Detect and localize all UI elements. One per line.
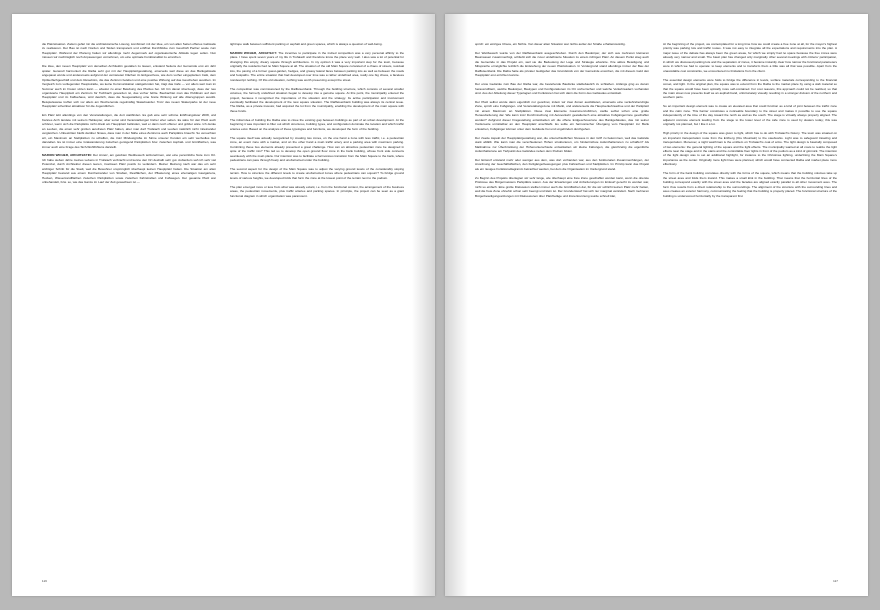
- paragraph: Zu Beginn des Projekts überlegten wir sehr lange, wie überhaupt eine freie Zone geschaffen werden kann, wenn die oberste Prämisse des Bürgermeisters Parkplätze waren. Aus der Erwartungen und Anforderungen im Entwurf gerecht zu werden war, nicht so einfach. Eine große Diskussion stellten immer auch die Grünflächen dar, für die wir schlicht keinen Platz mehr hatten, weil die freie Zone ohnehin schon sehr beengt und klein ist. Der Grundentwurf hat sich nur marginal verändert. Nach mehreren Bürgerbeteiligungssitzungen mit Diskussionen über Platzbeläge und Zonentrennung wurde schnell klar,: [475, 175, 649, 198]
- paragraph: The competition was commissioned by the Raiffeisenbank. Through the building structure, which consists of several smaller volumes, the formerly undefined situation began to develop into a genuine square. At this point, the municipality entered the project, because it recognized the importance of the situation and the strategy. Its active participation and involvement eventually facilitated the development of the new square situation. The Raiffeisenbank building was always its central issue. The Raiba, as a private investor, had acquired the lot from the municipality, enabling the development of the main square with these funds.: [230, 86, 404, 113]
- speaker-name: MARION WICHER, ARCHITEKTIN:: [42, 153, 92, 158]
- paragraph: Die Idee, den neuen Hauptplatz von derselben Architektin gestalten zu lassen, entstand Seitens der Gemeinde erst ein Jahr später. Generell harmoniert die Raiba sehr gut mit der Hauptplatzgestaltung, einerseits weil diese an das Bankgebäude angepasst wurde und andererseits aufgrund der vernieteten Flächen im Erdgeschoss, wie dem vorher eingeplanten Café, dem Optikerfachgeschäft und dem Reisebüro, die das Zentrum beleben und eine positive Wirkung auf das Geschehen ausüben. Im Vergleich zum vorliegenden Hauptstraße, wo keine Kommunikation stattgefunden hat, trägt das Café — vor allem weil man im Sommer auch im Freien sitzen kann — absolut zu einer Belebung des Platzes bei. Ich bin davon überzeugt, dass der neu organisierte Hauptplatz ein Zentrum für Tschbach geworden ist, das vorher fehlte. Beobachtet man das Publikum auf dem Hauptplatz und im Kaffeehaus, wird deutlich, dass die Neugestaltung eine breite Wirkung auf alle Altersgruppen ausübt. Beispielsweise treffen sich vor allem am Wochenende regelmäßig Skateboarder. Trotz des neuen Skaterparks ist der neue Hauptplatz scheinbar attraktiver für die Jugendlichen.: [42, 64, 216, 109]
- paragraph: sprich: ein einziges Chaos, ein Nichts. Von dieser alten Situation war nichts außer der Straße erhaltenswürdig.: [475, 42, 626, 46]
- page-right: [445, 14, 868, 596]
- paragraph: Ein Platz lebt allerdings von den Veranstaltungen, die dort stattfinden. Es gab eine sehr schöne Eröffnungsfeier 2008, und Kannes Arch landete mit seinem Helikopter, aber sonst sind Veranstaltungen bisher eher selten. Es wäre für den Platz auch schöner, wenn sich die Parkplätze nicht direkt am Hauptplatz befänden, weil er dann noch offener und größer wäre. Ich denke an Leoben, die einen sehr großen autofreien Platz haben, aber man darf Trofaiach und Leoben natürlich nicht miteinander vergleichen. Unbestritten bleibt darüber hinaus, dass man in der Nähe eines Zentrums auch Parkplätze braucht. So versuchten wir, ein Maximum an Stellplätzen zu schaffen, die trotz Mindestgröße im Sinne unserer Kunden ein sehr wertvolles Gut darstellen. Es ist immer eine Gratwanderung zwischen genügend Parkplätzen bzw. zwischen Asphalt- und Grünflächen, was immer auch eine Frage des Sich-Wohlfühlens darstellt.: [42, 113, 216, 149]
- paragraph: The form of the bank building correlates directly with the forms of the square, which means that the building volumes take up the street axes and folds them inward. This makes a small kink in the building. That means that the horizontal lines of the building correspond exactly with the street axes and the facades are aligned exactly parallel to all other movement axes. The form thus results from a direct relationship to the surroundings. The alignment of the structure with the surrounding lines and axes creates an exterior harmony, communicating the feeling that the building is properly placed. The functional structure of the building is underscored horizontally by the transparent first: [663, 171, 837, 198]
- page-left-columns: [42, 42, 404, 560]
- page-number-left: 116: [42, 579, 47, 583]
- paragraph: Der Entwurf entstand mehr oder weniger aus dem, was dort vorhanden war, aus den funktionalen Zusammenhängen, der Anordnung der Geschäftsflächen, den Fußgängerbewegungen plus Fahrachsen und Stellplätzen. Im Prinzip kann das Projekt als ein riesiges Funktionsdiagramm betrachtet werden, bei dem die Organisation im Vordergrund stand.: [475, 158, 649, 171]
- interview-paragraph-wicher-de: [42, 153, 216, 184]
- paragraph: Der Platz selbst wurde dann eigentlich nur geordnet, indem wir zwei Zonen ausbildeten, einerseits eine verkehrsberuhigte Zone, sprich eine Fußgänger- und Veranstaltungszone mit Markt, und andererseits die Hauptverkehrsachse und der Parkplatz mit einem Maximum an Stellplätzen. Diese zwei Elemente zusammenzuführen, stellte selbst schon eine große Herausforderung dar. Wie kann trotz Durchmischung mit Autoverkehr gestalterisch eine attraktive Fußgängerzone geschaffen werden? Aufgrund dieser Fragestellung entwickelten wir die offene Erdgeschosszone des Bankgebäudes, das mit seiner Vorderseite unmittelbar an den Hauptplatz anschließt. Es sollte ein harmonischer Übergang vom Hauptplatz zur Bank entstehen, Fußgänger können unter dem Gebäude frei und ungehindert durchgehen.: [475, 100, 649, 131]
- paragraph: At the beginning of the project, we contemplated for a long time how we could create a free zone at all, for the mayor's highest priority was parking lots and traffic routes. It was not easy to integrate all the expectations and requirements into the plan. A major issue of the debate has always been the green areas, for which we simply had no space because the free zones were already very narrow and small. The basic plan has changed only marginally. After several meetings with citizens' participation, in which we discussed parking lots and the separation of zones, it became instantly clear how narrow the functional parameters were in which we had to operate: to keep elements and to transform them a little was all that was possible. Apart from the unavoidable cost constraints, we encountered no limitations from the client.: [663, 42, 837, 73]
- paragraph: tightrope walk between sufficient parking or asphalt and green spaces, which is always a question of well-being.: [230, 42, 383, 46]
- speaker-name: MARION WICHER, ARCHITECT:: [230, 50, 277, 55]
- column-right-1: [475, 42, 649, 560]
- paragraph: Der erste Gedanke zum Bau der Raiba war, die bestehende Baulücke städtebaulich zu schließen. Anfangs ging es darum herauszufiltern, welche Baukörper, Bautypen und Konfigurationen im Ort vorherrschen und welche Verkehrsadern vorhanden sind. Aus der Ableitung dieser Typologien und Funktionen hat sich dann die Form des Gebäudes entwickelt.: [475, 82, 649, 96]
- interview-paragraph-wicher-en: [230, 51, 404, 82]
- paragraph: The second aspect for the design of the Main Square was to adjust the varying ground levels of the considerably sloping terrain. How to structure the different levels to create unobstructed zones where pedestrians can sojourn? To bridge ground levels of various heights, we developed folds that form the zone at the lowest point of the terrain next to the podium.: [230, 166, 404, 180]
- paragraph: Der zweite Aspekt der Hauptplatzgestaltung war, die unterschiedlichen Niveaus in den Griff zu bekommen, weil das Gelände stark abfällt. Wie kann man die verschiedenen Höhen strukturieren, um hindernisfreie Aufenthaltszonen zu schaffen? Als Maßnahme zur Überbrückung der Höhenunterschiede entwickelten wir kleine Faltungen, die gleichzeitig die eigentliche Aufenthaltszone am Tiefpunkt des Geländes neben dem Podium bilden.: [475, 135, 649, 154]
- page-number-right: 117: [833, 579, 838, 583]
- paragraph: The square itself was actually reorganized by creating two zones, on the one hand a zone with less traffic, i.e. a pedestrian zone, an event zone with a market, and on the other hand a main traffic artery and a parking area with maximum parking. Combining these two elements already presented a great challenge. How can an attractive pedestrian zone be designed in spite of the traffic mix? This led us to develop the open ground floor zone in the bank building, whose front side connects seamlessly with the main plaza. Our intention was to facilitate a harmonious transition from the Main Square to the bank, where pedestrians can pass through freely and unobstructed under the building.: [230, 135, 404, 162]
- page-right-columns: [475, 42, 837, 560]
- paragraph: The plan emerged more or less from what was already extant, i.e. from the functional context, the arrangement of the business areas, the pedestrian movements, plus traffic arteries and parking spaces. In principle, the project can be seen as a giant functional diagram in which organization was paramount.: [230, 184, 404, 198]
- paragraph: The initial idea of building the Raiba was to close the existing gap between buildings as part of an urban development. At the beginning it was important to filter out which structures, building types, and configuration dominate the location and which traffic arteries exist. Based on the analysis of these typologies and functions, we developed the form of the building.: [230, 117, 404, 131]
- column-left-2: [230, 42, 404, 560]
- paragraph: die Platzsituation. Zudem gefiel mir die architektonische Lösung, kombiniert mit der Idee, ein von allen Seiten offenes Gebäude zu realisieren. Der Bau ist nach Norden und Süden transparent und eröffnet Durchblicke zum Geschäft Pacher sowie zum Hauptplatz. Während der Planung hatten wir allerdings mehr Augenmerk auf organisatorische Abläufe legen sollen. Nun müssen wir nachträglich noch Anpassungen vornehmen, um eine optimale Funktionalität zu erreichen.: [42, 42, 216, 60]
- paragraph: The essential design elements were folds to bridge the difference in levels, surface materials corresponding to the financial corset, and light. In the original plan, the square was to extend from the Raiba to the market place by using a slab material so that the square would have been optically more self-contained. For cost reasons, this approach could not be realized, so that the main street now presents itself as an asphalt band, unfortunately visually resulting in a stronger division of the northern and southern parts.: [663, 77, 837, 100]
- speaker-text: Der Anreiz, am gelobten Wettbewerb teilzunehmen, war eine persönliche Note zum Ort. Ich habe sieben Jahre meines Lebens in Trofaiach verbracht und kenne den Ort deshalb sehr gut. Außerdem sah ich sehr viel Potenzial, durch Architektur diesen leeren, trostlosen Platz positiv zu verändern. Meiner Meinung nach war das ein sehr wichtiger Schritt für die Stadt, weil die Bewohner ursprünglich überhaupt keinen Hauptplatz hatten. Die Situation am alten Hauptplatz bestand aus einem Durcheinander von Straßen, Restflächen, der Pflasterung eines ehemaligen Gastgartens, Hecken, Wiesenrandflächen zwischen Parkplätzen sowie zwischen Fahrstraßen und Fußwegen. Der gesamte Platz war unbehandelt, bzw. so, wie das Ganze im Lauf der Zeit gewachsen ist —: [42, 153, 216, 185]
- paragraph: So an important design element was to create an elevated area that could function as a kind of joint between the traffic zone and the calm zone. This barrier constitutes a noticeable boundary to the street and makes it possible to use the square independently of the time of the day toward the north as well as the south. The stage is virtually always properly aligned. The adjacent concrete element leading from the stage to the lower level of the cafe zone is used by skaters today; this was originally not planned, but I like it a lot.: [663, 104, 837, 127]
- page-left: [12, 14, 435, 596]
- paragraph: Der Wettbewerb wurde von der Raiffeisenbank ausgeschrieben. Durch den Baukörper, der sich aus mehreren kleineren Baumassen zusammenfügt, schließt sich die zuvor undefinierte Situation zu einem richtigen Platz. An diesem Punkt stieg auch die Gemeinde in das Projekt ein, weil sie die Bedeutung der Lage und Strategie erkannte. Ihre aktive Beteiligung und Mitsprache ermöglichte letztlich die Entstehung der neuen Platzsituation. In Vordergrund stand allerdings immer der Bau der Raiffeisenbank. Die Raiba hatte als privater Geldgeber das Grundstück von der Gemeinde erworben, die mit diesem Geld den Hauptplatz erst errichten konnte.: [475, 50, 649, 78]
- speaker-text: The incentive to participate in the invited competition was a very personal affinity to the place. I have spent seven years of my life in Trofaiach and therefore know the place very well. I also saw a lot of potential for changing this empty, dreary square through architecture. In my opinion it was a very important step for the town, because originally the residents had no Main Square at all. The situation of the old Main Square consisted of a chaos of streets, residual lots, the paving of a former guest-garden, hedges, and grassy lateral faces between parking lots as well as between the roads and footpaths. The entire situation that had developed over time was a rather undefined area, really one big chaos, a faceless nondescript nothing. Of this old situation, nothing was worth preserving except the street.: [230, 50, 404, 82]
- column-right-2: [663, 42, 837, 560]
- column-left-1: [42, 42, 216, 560]
- paragraph: High priority in the design of the square was given to light, which has to do with Trofaiach's history. The town was situated on an important transportation route from the Erzberg (Ore Mountain) to the steelworks. Light was to safeguard traveling and transportation. Moreover, a night watchman is the emblem on Trofaiach's coat of arms. The light design is basically composed of two elements: the general lighting of the square and the light effects. The municipality wanted at all costs to realize the light effects near the stage and in the stairs and the controllable floor lights in front of the podium as a kind of gimmick. The intention of the light design was to set an additional highlight, for instance to the Christmas lighting, underlining the Main Square's importance as the center. Originally more light lines were planned, which would have connected Raiba and market place more effectively.: [663, 131, 837, 167]
